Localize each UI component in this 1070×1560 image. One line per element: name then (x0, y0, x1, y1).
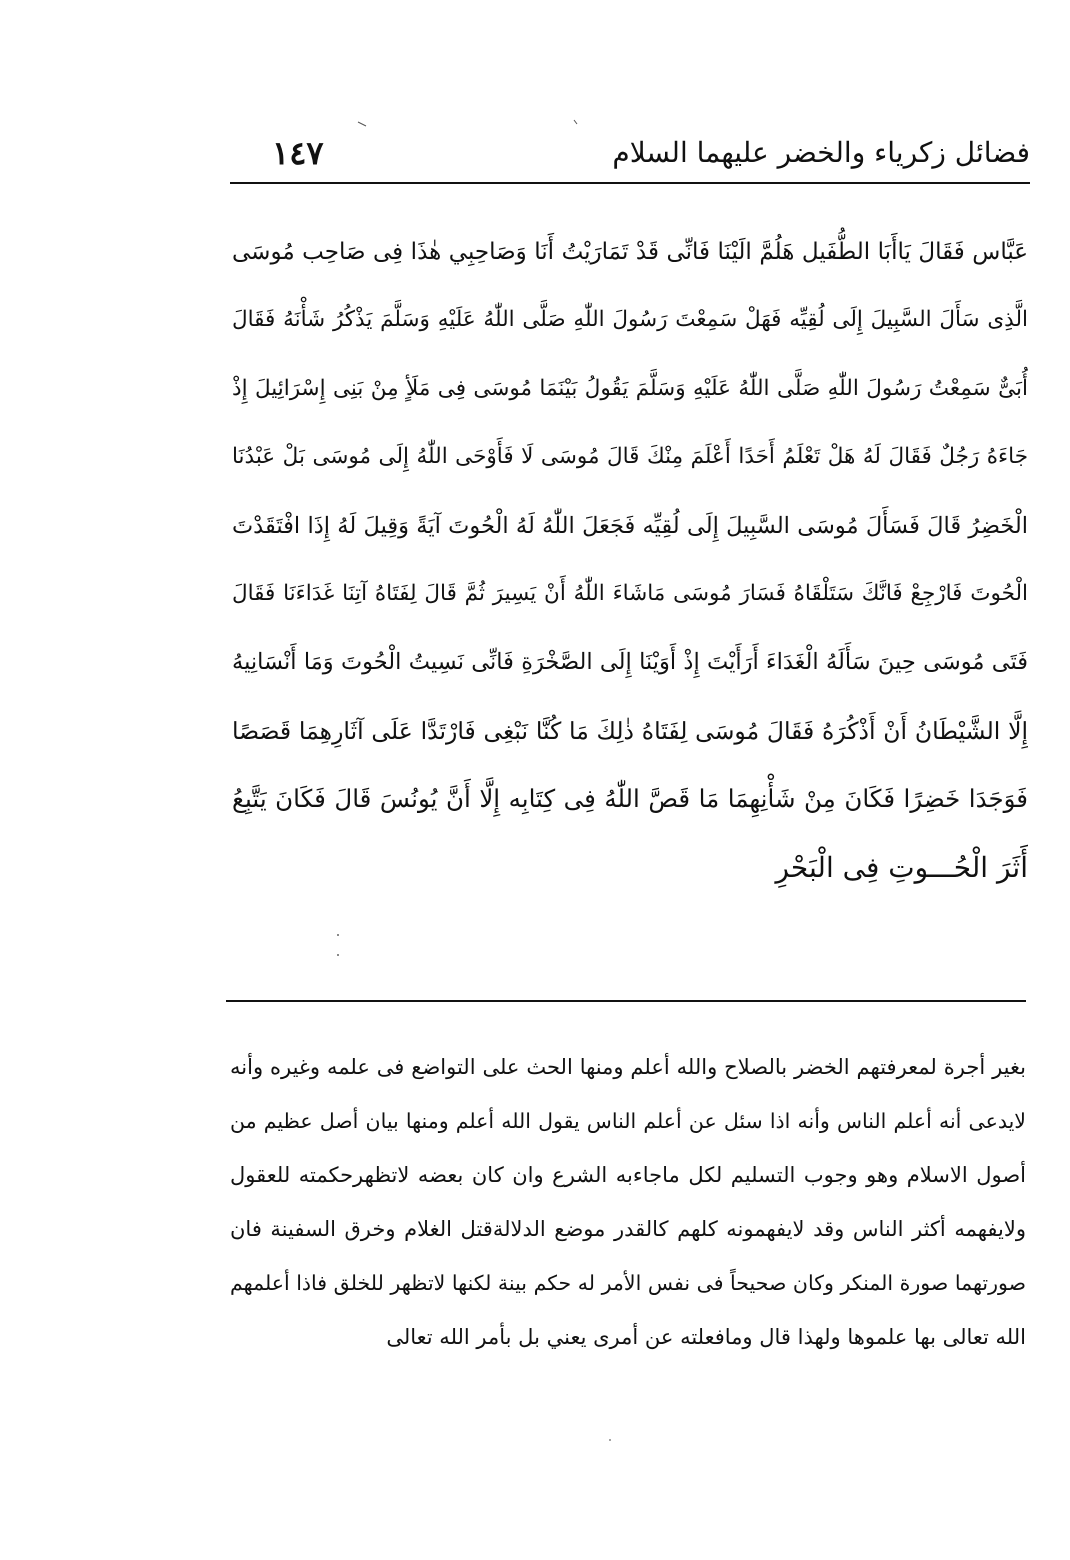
text-line: فَوَجَدَا خَضِرًا فَكَانَ مِنْ شَأْنِهِمَا مَا قَصَّ اللّٰهُ فِى كِتَابِه إِلَّا أَنَّ يُونُسَ قَالَ فَكَانَ يَتَّبِعُ (232, 784, 1028, 814)
running-title: فضائل زكرياء والخضر عليهما السلام (612, 136, 1030, 169)
footnote-line: أصول الاسلام وهو وجوب التسليم لكل ماجاءبه الشرع وان كان بعضه لاتظهرحكمته للعقول (230, 1163, 1026, 1187)
text-line: فَتَى مُوسَى حِينَ سَأَلَهُ الْغَدَاءَ أَرَأَيْتَ إِذْ أَوَيْنَا إِلَى الصَّخْرَةِ فَانِّى نَسِيتُ الْحُوتَ وَمَا أَنْسَانِيهُ (232, 649, 1028, 676)
footnote-line: ولايفهمه أكثر الناس وقد لايفهمونه كلهم كالقدر موضع الدلالةقتل الغلام وخرق السفينة فان (230, 1217, 1026, 1241)
text-line: إِلَّا الشَّيْطَانُ أَنْ أَذْكُرَهُ فَقَالَ مُوسَى لِفَتَاهُ ذٰلِكَ مَا كُنَّا نَبْغِى فَارْتَدَّا عَلَى آثَارِهِمَا قَصَصًا (232, 716, 1028, 745)
footnote-commentary (230, 1040, 1026, 1364)
text-line: الَّذِى سَأَلَ السَّبِيلَ إِلَى لُقِيِّه فَهَلْ سَمِعْتَ رَسُولَ اللّٰهِ صَلَّى اللّٰهُ عَلَيْهِ وَسَلَّمَ يَذْكُرُ شَأْنَهُ فَقَالَ (232, 307, 1028, 333)
text-line: أَثَرَ الْحُـــوتِ فِى الْبَحْرِ (775, 850, 1028, 884)
page-number: ١٤٧ (272, 134, 324, 172)
text-line: الْحُوتَ فَارْجِعْ فَانَّكَ سَتَلْقَاهُ فَسَارَ مُوسَى مَاشَاءَ اللّٰهُ أَنْ يَسِيرَ ثُمَّ قَالَ لِفَتَاهُ آتِنَا غَدَاءَنَا فَقَالَ (232, 580, 1028, 606)
footnote-line: بغير أجرة لمعرفتهم الخضر بالصلاح والله أعلم ومنها الحث على التواضع فى علمه وغيره وأنه (230, 1055, 1026, 1079)
footnote-line: صورتهما صورة المنكر وكان صحيحاً فى نفس الأمر له حكم بينة لكنها لاتظهر للخلق فاذا أعلمهم (230, 1271, 1026, 1295)
text-line: جَاءَهُ رَجُلٌ فَقَالَ لَهُ هَلْ تَعْلَمُ أَحَدًا أَعْلَمَ مِنْكَ قَالَ مُوسَى لَا فَأَوْحَى اللّٰهُ إِلَى مُوسَى بَلْ عَبْدُنَا (232, 444, 1028, 470)
running-header (230, 132, 1030, 182)
footnote-line: الله تعالى بها علموها ولهذا قال ومافعلته عن أمرى يعني بل بأمر الله تعالى (386, 1325, 1026, 1349)
text-line: عَبَّاس فَقَالَ يَاأَبَا الطُّفَيل هَلُمَّ الَيْنَا فَانِّى قَدْ تَمَارَيْتُ أَنَا وَصَاحِبِي هٰذَا فِى صَاحِب مُوسَى (232, 239, 1028, 265)
footnote-rule (226, 1000, 1026, 1002)
footnote-line: لايدعى أنه أعلم الناس وأنه اذا سئل عن أعلم الناس يقول الله أعلم ومنها بيان أصل عظيم من (230, 1109, 1026, 1133)
header-rule (230, 182, 1030, 184)
text-line: أُبَىٌّ سَمِعْتُ رَسُولَ اللّٰهِ صَلَّى اللّٰهُ عَلَيْهِ وَسَلَّمَ يَقُولُ بَيْنَمَا مُوسَى فِى مَلَأٍ مِنْ بَنِى إِسْرَائِيلَ إِذْ (232, 375, 1028, 401)
hadith-text (232, 218, 1028, 902)
text-line: الْخَضِرُ قَالَ فَسَأَلَ مُوسَى السَّبِيلَ إِلَى لُقِيِّه فَجَعَلَ اللّٰهُ لَهُ الْحُوتَ آيَةً وَقِيلَ لَهُ إِذَا افْتَقَدْتَ (232, 512, 1028, 539)
